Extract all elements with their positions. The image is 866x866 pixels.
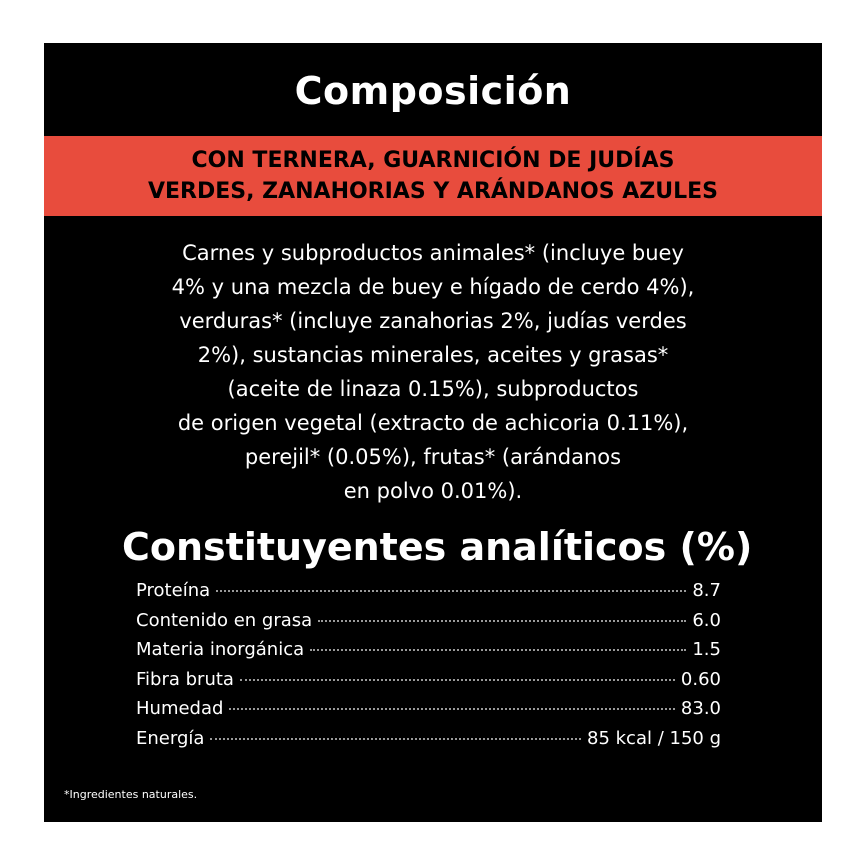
analytics-value: 6.0 — [692, 609, 721, 631]
analytics-table — [136, 580, 721, 757]
composition-text — [44, 236, 822, 508]
analytics-row-fibre — [136, 669, 721, 699]
analytics-label: Humedad — [136, 698, 224, 719]
analytics-value: 0.60 — [680, 668, 721, 690]
page-title: Composición — [294, 69, 572, 113]
banner-line-1: CON TERNERA, GUARNICIÓN DE JUDÍAS — [191, 148, 675, 173]
analytics-row-moisture — [136, 698, 721, 728]
composition-line: 2%), sustancias minerales, aceites y grasas* — [197, 343, 669, 367]
footnote: *Ingredientes naturales. — [64, 788, 198, 801]
dotted-leader — [229, 708, 674, 710]
banner-line-2: VERDES, ZANAHORIAS Y ARÁNDANOS AZULES — [148, 179, 718, 204]
analytics-row-protein — [136, 580, 721, 610]
product-banner — [44, 136, 822, 216]
analytics-label: Contenido en grasa — [136, 609, 313, 631]
dotted-leader — [216, 590, 686, 592]
dotted-leader — [240, 679, 675, 681]
composition-line: de origen vegetal (extracto de achicoria 0.11%), — [177, 411, 689, 435]
dotted-leader — [210, 738, 581, 740]
analytics-value: 83.0 — [680, 698, 721, 719]
analytics-label: Energía — [136, 727, 205, 749]
composition-line: 4% y una mezcla de buey e hígado de cerdo 4%), — [171, 275, 695, 299]
dotted-leader — [318, 620, 686, 622]
composition-line: en polvo 0.01%). — [343, 479, 523, 503]
composition-line: verduras* (incluye zanahorias 2%, judías verdes — [179, 309, 687, 333]
analytics-value: 8.7 — [692, 580, 721, 601]
analytics-label: Proteína — [136, 580, 211, 601]
nutrition-panel — [44, 43, 822, 822]
analytics-row-energy — [136, 728, 721, 758]
analytics-value: 1.5 — [692, 639, 721, 660]
analytics-label: Fibra bruta — [136, 668, 234, 690]
composition-line: Carnes y subproductos animales* (incluye buey — [182, 241, 684, 265]
analytics-row-fat — [136, 610, 721, 640]
analytics-row-ash — [136, 639, 721, 669]
analytics-title: Constituyentes analíticos (%) — [122, 525, 753, 569]
analytics-value: 85 kcal / 150 g — [587, 727, 721, 749]
analytics-label: Materia inorgánica — [136, 639, 305, 660]
composition-line: perejil* (0.05%), frutas* (arándanos — [244, 445, 622, 469]
composition-line: (aceite de linaza 0.15%), subproductos — [227, 377, 639, 401]
dotted-leader — [310, 649, 686, 651]
